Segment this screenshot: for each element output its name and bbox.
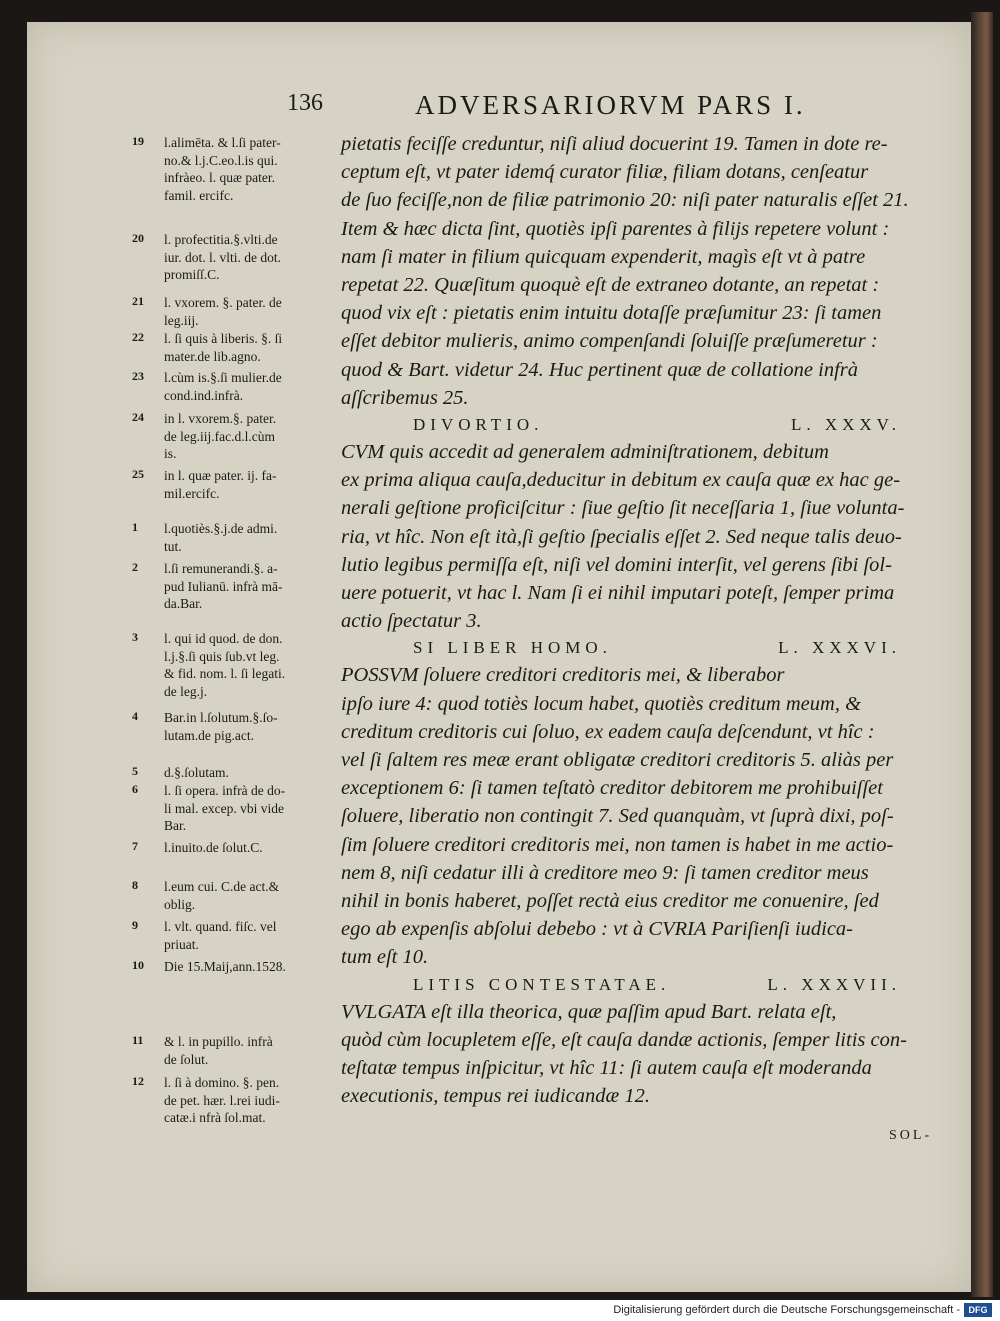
- note-text: l.cùm is.§.ſi mulier.de cond.ind.infrà.: [164, 370, 282, 403]
- note-number: 2: [132, 560, 138, 574]
- note-number: 7: [132, 839, 138, 853]
- note-text: l. qui id quod. de don. l.j.§.ſi quis ſub.vt leg. & fid. nom. l. ſi legati. de leg.j.: [164, 631, 286, 699]
- note-number: 3: [132, 630, 138, 644]
- running-title: ADVERSARIORVM PARS I.: [415, 90, 806, 120]
- note-text: l. vlt. quand. fiſc. vel priuat.: [164, 919, 277, 952]
- note-text: in l. quæ pater. ij. fa- mil.ercifc.: [164, 468, 277, 501]
- heading-law-number: L. XXXV.: [790, 415, 901, 435]
- note-number: 11: [132, 1033, 144, 1047]
- note-text: Die 15.Maij,ann.1528.: [164, 959, 286, 974]
- heading-title: LITIS CONTESTATAE.: [413, 974, 671, 994]
- heading-law-number: L. XXXVI.: [778, 638, 901, 658]
- section-heading: [341, 412, 941, 438]
- heading-title: SI LIBER HOMO.: [413, 638, 612, 658]
- note-number: 25: [132, 467, 144, 481]
- digitization-footer: [0, 1300, 1000, 1321]
- note-text: l.quotiès.§.j.de admi. tut.: [164, 521, 278, 554]
- note-number: 22: [132, 330, 144, 344]
- note-number: 24: [132, 410, 144, 424]
- paragraph: VVLGATA eſt illa theorica, quæ paſſim apud Bart. relata eſt, quòd cùm locupletem eſſe, eſt cauſa dandæ actionis, ſemper litis con- teſtatæ tempus inſpicitur, vt hîc 11: ſi autem cauſa eſt moderanda executionis, tempus rei iudicandæ 12.: [341, 1000, 907, 1108]
- note-number: 23: [132, 369, 144, 383]
- note-text: l.alimēta. & l.ſi pater- no.& l.j.C.eo.l.is qui. infràeo. l. quæ pater. famil. ercifc.: [164, 135, 281, 203]
- main-text: [341, 130, 941, 1111]
- note-number: 5: [132, 764, 138, 778]
- note-text: l.ſi remunerandi.§. a- pud Iulianū. infrà mā- da.Bar.: [164, 561, 283, 611]
- paragraph: pietatis feciſſe creduntur, niſi aliud docuerint 19. Tamen in dote re- ceptum eſt, vt pater idemq́ curator filiæ, filiam dotans, cenſeatur de ſuo feciſſe,non de filiæ patrimonio 20: niſi pater naturalis eſſet 21. Item & hæc dicta ſint, quotiès ipſi parentes à filijs repetere volunt : nam ſi mater in filium quicquam expenderit, magìs eſt vt à patre repetat 22. Quæſitum quoquè eſt de extraneo dotante, an repetat : quod vix eſt : pietatis enim intuitu dotaſſe præſumitur 23: ſi tamen eſſet debitor mulieris, animo compenſandi ſoluiſſe præſumeretur : quod & Bart. videtur 24. Huc pertinent quæ de collatione infrà aſſcribemus 25.: [341, 133, 909, 409]
- note-number: 1: [132, 520, 138, 534]
- paragraph: CVM quis accedit ad generalem adminiſtrationem, debitum ex prima aliqua cauſa,deducitur in debitum ex cauſa quæ ex hac ge- nerali geſtione proficiſcitur : ſiue geſtio ſit neceſſaria 1, ſiue volunta- ria, vt hîc. Non eſt ità,ſi geſtio ſpecialis eſſet 2. Sed neque talis deuo- lutio legibus permiſſa eſt, niſi vel domini interſit, vel gerens ſibi ſol- uere potuerit, vt hac l. Nam ſi ei nihil imputari poteſt, ſemper prima actio ſpectatur 3.: [341, 441, 905, 633]
- page-header: [27, 90, 971, 130]
- book-edge: [971, 12, 993, 1297]
- note-text: & l. in pupillo. infrà de ſolut.: [164, 1034, 273, 1067]
- note-text: l. profectitia.§.vlti.de iur. dot. l. vlti. de dot. promiſſ.C.: [164, 232, 281, 282]
- note-text: l.inuito.de ſolut.C.: [164, 840, 263, 855]
- note-text: l. ſi opera. infrà de do- li mal. excep. vbi vide Bar.: [164, 783, 286, 833]
- note-number: 8: [132, 878, 138, 892]
- dfg-logo: DFG: [964, 1303, 992, 1317]
- note-text: Bar.in l.ſolutum.§.ſo- lutam.de pig.act.: [164, 710, 278, 743]
- note-text: l. ſi quis à liberis. §. ſi mater.de lib.agno.: [164, 331, 283, 364]
- note-text: l.eum cui. C.de act.& oblig.: [164, 879, 280, 912]
- catchword: SOL-: [889, 1128, 933, 1143]
- page-number: 136: [287, 90, 323, 116]
- section-heading: [341, 972, 941, 998]
- book-page: [27, 22, 971, 1292]
- note-number: 9: [132, 918, 138, 932]
- note-number: 12: [132, 1074, 144, 1088]
- note-text: in l. vxorem.§. pater. de leg.iij.fac.d.l.cùm is.: [164, 411, 277, 461]
- note-number: 6: [132, 782, 138, 796]
- heading-title: DIVORTIO.: [413, 415, 544, 435]
- note-text: l. ſi à domino. §. pen. de pet. hær. l.rei iudi- catæ.i nfrà ſol.mat.: [164, 1075, 280, 1125]
- section-heading: [341, 635, 941, 661]
- note-number: 10: [132, 958, 144, 972]
- note-number: 19: [132, 134, 144, 148]
- note-text: l. vxorem. §. pater. de leg.iij.: [164, 295, 282, 328]
- funding-credit: Digitalisierung gefördert durch die Deutsche Forschungsgemeinschaft -: [613, 1304, 960, 1316]
- note-number: 21: [132, 294, 144, 308]
- paragraph: POSSVM ſoluere creditori creditoris mei, & liberabor ipſo iure 4: quod totiès locum habet, quotiès creditum meum, & creditum creditoris cui ſoluo, ex eadem cauſa deſcendunt, vt hîc : vel ſi ſaltem res meæ erant obligatæ creditori creditoris 5. aliàs per exceptionem 6: ſi tamen teſtatò creditor debitorem me prohibuiſſet ſoluere, liberatio non contingit 7. Sed quanquàm, vt ſuprà dixi, poſ- ſim ſoluere creditori creditoris mei, non tamen is habet in me actio- nem 8, niſi cedatur illi à creditore meo 9: ſi tamen creditor meus nihil in bonis haberet, poſſet rectà eius creditor me conuenire, ſed ego ab expenſis abſolui debebo : vt à CVRIA Pariſienſi iudica- tum eſt 10.: [341, 664, 894, 969]
- note-number: 4: [132, 709, 138, 723]
- note-text: d.§.ſolutam.: [164, 765, 229, 780]
- heading-law-number: L. XXXVII.: [767, 974, 901, 994]
- note-number: 20: [132, 231, 144, 245]
